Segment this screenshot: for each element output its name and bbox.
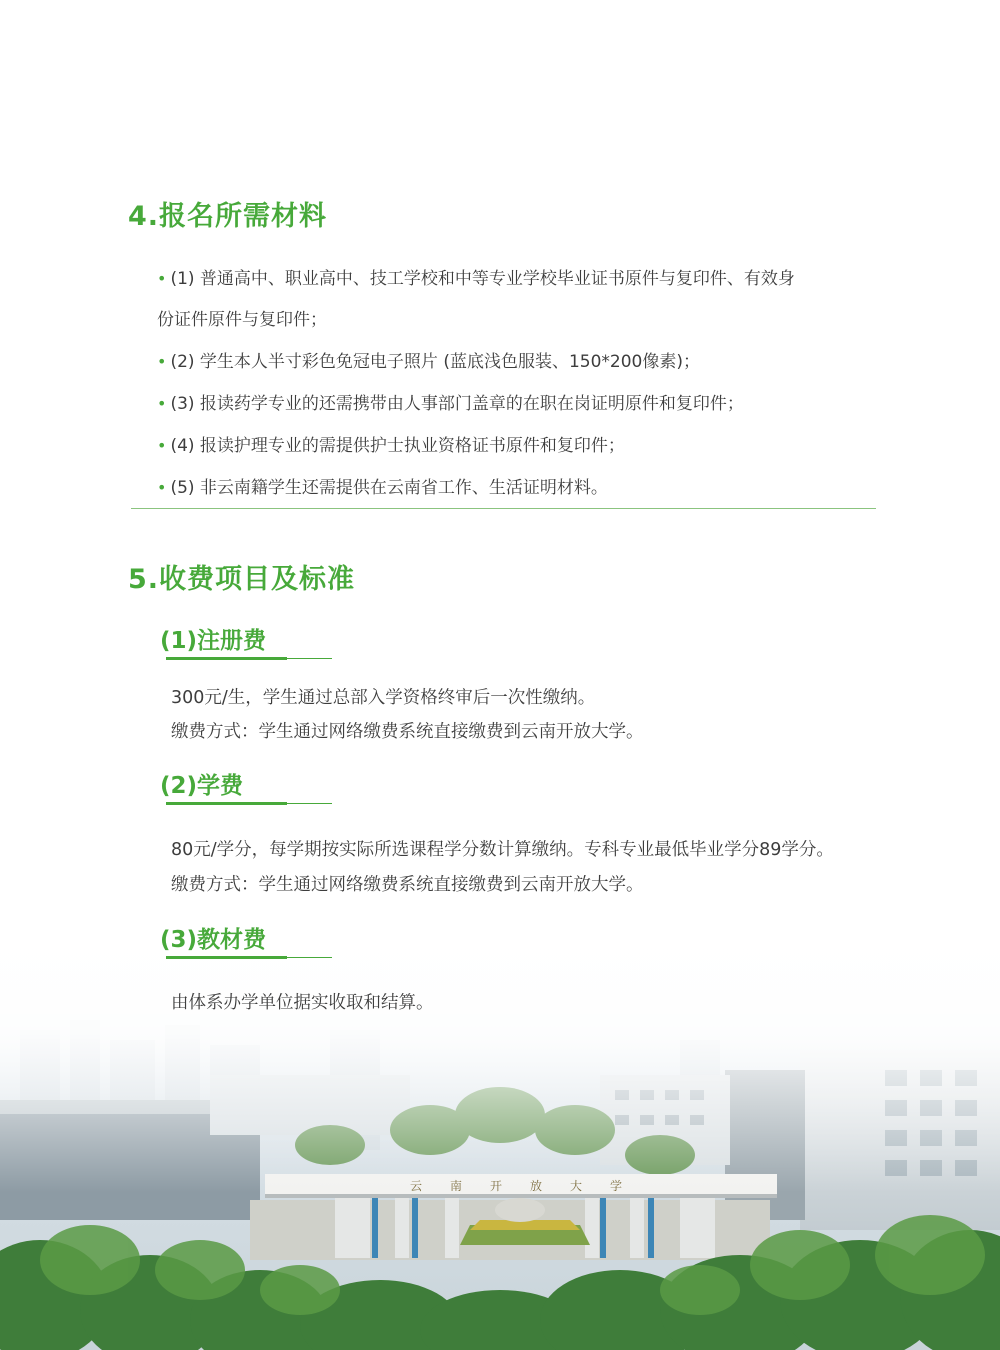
registration-fee-text: 300元/生，学生通过总部入学资格终审后一次性缴纳。 bbox=[171, 688, 596, 708]
tuition-heading: (2)学费 bbox=[160, 773, 244, 799]
list-item bbox=[157, 258, 877, 341]
list-item-text: (1) 普通高中、职业高中、技工学校和中等专业学校毕业证书原件与复印件、有效身 bbox=[170, 269, 795, 289]
section-4-title: 4.报名所需材料 bbox=[128, 201, 328, 232]
list-item bbox=[157, 467, 877, 509]
list-item-text: (2) 学生本人半寸彩色免冠电子照片 (蓝底浅色服装、150*200像素)； bbox=[170, 352, 700, 372]
list-item-text: (3) 报读药学专业的还需携带由人事部门盖章的在职在岗证明原件和复印件； bbox=[170, 394, 744, 414]
bullet-icon: • bbox=[157, 478, 167, 497]
textbook-fee-text: 由体系办学单位据实收取和结算。 bbox=[171, 993, 434, 1013]
list-item-text: (5) 非云南籍学生还需提供在云南省工作、生活证明材料。 bbox=[170, 478, 608, 498]
heading-underline bbox=[166, 802, 332, 805]
tuition-payment-method: 缴费方式：学生通过网络缴费系统直接缴费到云南开放大学。 bbox=[171, 875, 644, 895]
bullet-icon: • bbox=[157, 394, 167, 413]
textbook-fee-heading: (3)教材费 bbox=[160, 927, 267, 953]
heading-underline bbox=[166, 657, 332, 660]
heading-underline bbox=[166, 956, 332, 959]
section-divider bbox=[131, 508, 876, 509]
requirements-list bbox=[157, 258, 877, 509]
section-5-title: 5.收费项目及标准 bbox=[128, 564, 356, 595]
list-item bbox=[157, 425, 877, 467]
list-item-text: (4) 报读护理专业的需提供护士执业资格证书原件和复印件； bbox=[170, 436, 625, 456]
list-item-continuation: 份证件原件与复印件； bbox=[157, 310, 327, 330]
registration-fee-heading: (1)注册费 bbox=[160, 628, 267, 654]
tuition-text: 80元/学分，每学期按实际所选课程学分数计算缴纳。专科专业最低毕业学分89学分。 bbox=[171, 840, 834, 860]
list-item bbox=[157, 341, 877, 383]
registration-payment-method: 缴费方式：学生通过网络缴费系统直接缴费到云南开放大学。 bbox=[171, 722, 644, 742]
bullet-icon: • bbox=[157, 352, 167, 371]
list-item bbox=[157, 383, 877, 425]
bullet-icon: • bbox=[157, 436, 167, 455]
bullet-icon: • bbox=[157, 269, 167, 288]
